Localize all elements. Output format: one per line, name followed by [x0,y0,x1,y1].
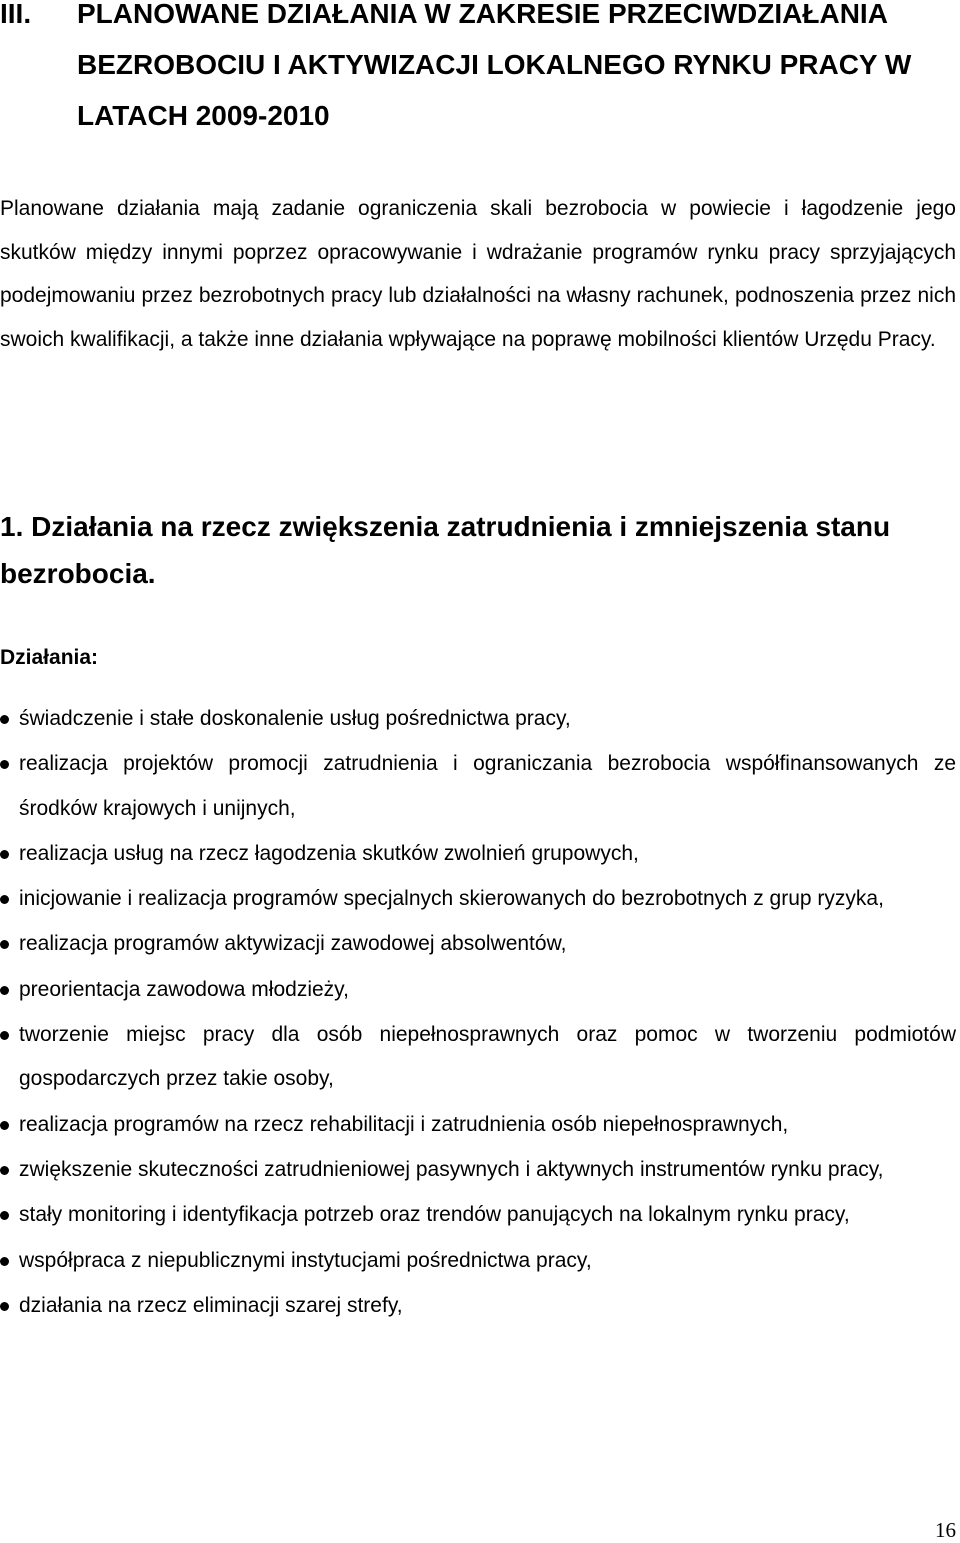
section-title: PLANOWANE DZIAŁANIA W ZAKRESIE PRZECIWDZIAŁANIA BEZROBOCIU I AKTYWIZACJI LOKALNEGO RYNKU PRACY W LATACH 2009-2010 [77,0,912,131]
bullet-icon [0,895,9,904]
list-item [0,968,956,1012]
list-item-text: działania na rzecz eliminacji szarej strefy, [19,1293,403,1317]
bullet-icon [0,1211,9,1220]
list-item-text: tworzenie miejsc pracy dla osób niepełnosprawnych oraz pomoc w tworzeniu podmiotów gospodarczych przez takie osoby, [19,1023,956,1091]
list-item-text: stały monitoring i identyfikacja potrzeb oraz trendów panujących na lokalnym rynku pracy, [19,1203,850,1227]
list-item [0,832,956,876]
subsection-heading: 1. Działania na rzecz zwiększenia zatrudnienia i zmniejszenia stanu bezrobocia. [0,511,891,589]
bullet-icon [0,940,9,949]
list-item-text: zwiększenie skuteczności zatrudnieniowej pasywnych i aktywnych instrumentów rynku pracy, [19,1157,884,1181]
list-item [0,877,956,921]
actions-list [0,697,956,1329]
list-item-text: współpraca z niepublicznymi instytucjami pośrednictwa pracy, [19,1248,592,1272]
section-number: III. [0,0,32,29]
page-number: 16 [935,1518,956,1542]
bullet-icon [0,1257,9,1266]
list-item-text: świadczenie i stałe doskonalenie usług pośrednictwa pracy, [19,707,571,730]
list-item [0,1013,956,1102]
list-item-text: inicjowanie i realizacja programów specjalnych skierowanych do bezrobotnych z grup ryzyka, [19,887,884,911]
bullet-icon [0,1166,9,1175]
actions-label: Działania: [0,646,99,669]
list-item [0,1103,956,1147]
bullet-icon [0,715,9,724]
list-item [0,922,956,966]
bullet-icon [0,1302,9,1311]
list-item-text: realizacja usług na rzecz łagodzenia skutków zwolnień grupowych, [19,841,639,865]
list-item [0,1239,956,1283]
list-item-text: realizacja programów na rzecz rehabilitacji i zatrudnienia osób niepełnosprawnych, [19,1112,789,1136]
list-item [0,1148,956,1192]
bullet-icon [0,1031,9,1040]
list-item-text: realizacja projektów promocji zatrudnienia i ograniczania bezrobocia współfinansowanych ze środków krajowych i unijnych, [19,752,956,820]
list-item [0,697,956,741]
bullet-icon [0,1121,9,1130]
list-item-text: realizacja programów aktywizacji zawodowej absolwentów, [19,932,567,956]
bullet-icon [0,760,9,769]
list-item [0,1284,956,1328]
list-item [0,742,956,831]
bullet-icon [0,986,9,995]
intro-paragraph: Planowane działania mają zadanie ograniczenia skali bezrobocia w powiecie i łagodzenie jego skutków między innymi poprzez opracowywanie i wdrażanie programów rynku pracy sprzyjających podejmowaniu przez bezrobotnych pracy lub działalności na własny rachunek, podnoszenia przez nich swoich kwalifikacji, a także inne działania wpływające na poprawę mobilności klientów Urzędu Pracy. [0,197,956,351]
bullet-icon [0,850,9,859]
list-item [0,1193,956,1237]
list-item-text: preorientacja zawodowa młodzieży, [19,977,349,1001]
